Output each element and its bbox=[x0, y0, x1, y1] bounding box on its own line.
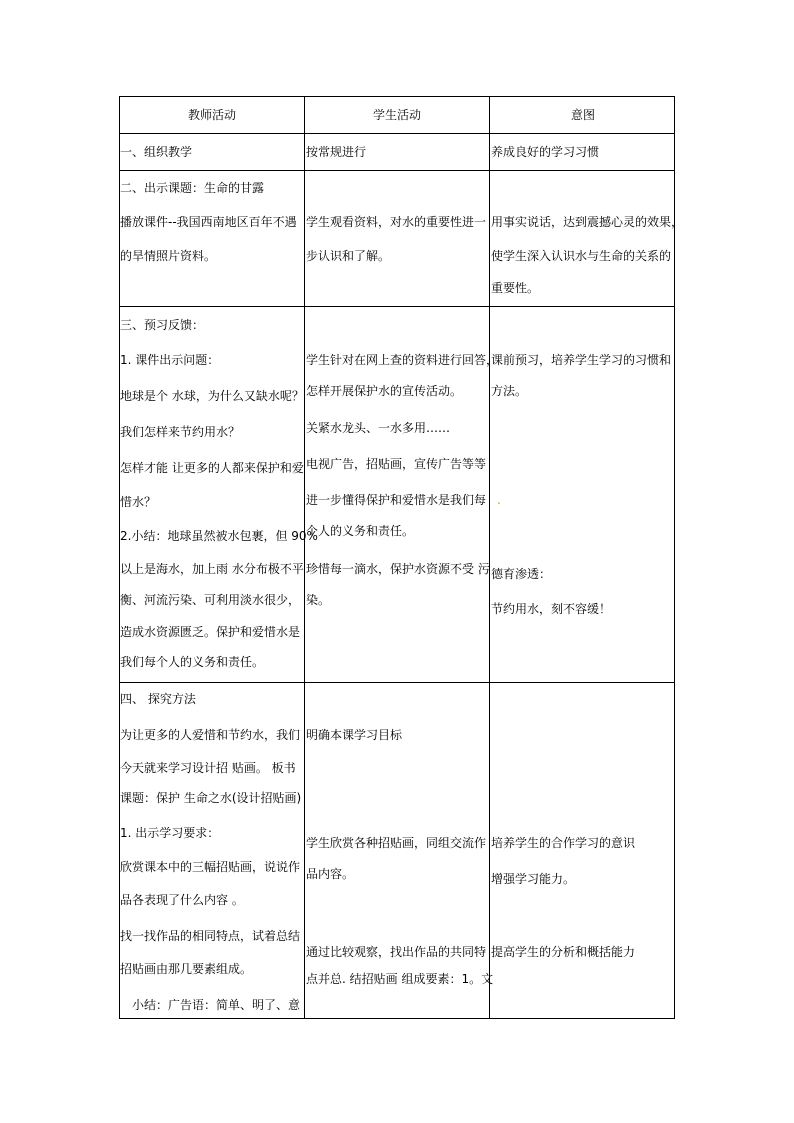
row2-student-line: 学生观看资料，对水的重要性进一 bbox=[306, 215, 487, 229]
row4-student-line: 点并总. 结招贴画 组成要素：1。文 bbox=[306, 972, 494, 986]
row-divider bbox=[120, 170, 674, 171]
row-divider bbox=[120, 133, 674, 134]
row3-teacher-line: 1. 课件出示问题： bbox=[120, 353, 220, 367]
row3-student-line: 染。 bbox=[306, 593, 331, 607]
row4-student-line: 通过比较观察，找出作品的共同特 bbox=[306, 945, 487, 959]
row3-teacher-line: 2.小结：地球虽然被水包裹，但 90% bbox=[120, 529, 318, 543]
row3-student-line: 电视广告，招贴画，宣传广告等等 bbox=[306, 457, 487, 471]
row2-teacher-line: 播放课件--我国西南地区百年不遇 bbox=[120, 215, 297, 229]
row3-intent-line: 节约用水，刻不容缓！ bbox=[491, 602, 612, 616]
row3-student-line: 进一步懂得保护和爱惜水是我们每 bbox=[306, 493, 487, 507]
row4-student-line: 品内容。 bbox=[306, 867, 355, 881]
column-divider bbox=[489, 97, 490, 1018]
row4-teacher-line: 招贴画由那几要素组成。 bbox=[120, 962, 253, 976]
row2-student-line: 步认识和了解。 bbox=[306, 249, 391, 263]
row2-intent-line: 重要性。 bbox=[491, 281, 540, 295]
stray-mark: . bbox=[497, 493, 501, 507]
row4-intent-line: 培养学生的合作学习的意识 bbox=[491, 836, 636, 850]
row4-teacher-line: 找一找作品的相同特点，试着总结 bbox=[120, 929, 301, 943]
header-intent: 意图 bbox=[570, 108, 595, 122]
row3-teacher-line: 我们怎样来节约用水？ bbox=[120, 425, 241, 439]
row2-intent-line: 使学生深入认识水与生命的关系的 bbox=[491, 249, 672, 263]
row2-teacher-line: 的旱情照片资料。 bbox=[120, 249, 217, 263]
row3-teacher-line: 我们每个人的义务和责任。 bbox=[120, 655, 265, 669]
row2-teacher-line: 二、出示课题：生命的甘露 bbox=[120, 181, 265, 195]
row3-teacher-line: 怎样才能 让更多的人都来保护和爱 bbox=[120, 461, 304, 475]
row3-student-line: 怎样开展保护水的宣传活动。 bbox=[306, 384, 463, 398]
row3-intent-line: 方法。 bbox=[491, 384, 528, 398]
row3-teacher-line: 造成水资源匮乏。保护和爱惜水是 bbox=[120, 625, 301, 639]
row-divider bbox=[120, 682, 674, 683]
row4-intent-line: 提高学生的分析和概括能力 bbox=[491, 945, 636, 959]
row3-student-line: 关紧水龙头、一水多用…… bbox=[306, 421, 451, 435]
row1-intent: 养成良好的学习习惯 bbox=[491, 145, 600, 159]
row3-student-line: 学生针对在网上查的资料进行回答， bbox=[306, 353, 499, 367]
row-divider bbox=[120, 306, 674, 307]
row3-teacher-line: 三、预习反馈： bbox=[120, 318, 205, 332]
row4-student-line: 明确本课学习目标 bbox=[306, 728, 403, 742]
row4-teacher-line: 课题：保护 生命之水(设计招贴画) bbox=[120, 791, 302, 805]
row3-teacher-line: 惜水？ bbox=[120, 495, 157, 509]
row4-teacher-line: 品各表现了什么内容 。 bbox=[120, 893, 244, 907]
row3-intent-line: 课前预习，培养学生学习的习惯和 bbox=[491, 353, 672, 367]
row4-teacher-line: 今天就来学习设计招 贴画。 板书 bbox=[120, 761, 296, 775]
row1-teacher: 一、组织教学 bbox=[120, 145, 193, 159]
row3-teacher-line: 地球是个 水球，为什么又缺水呢？ bbox=[120, 389, 304, 403]
row4-teacher-line: 小结：广告语：简单、明了、意 bbox=[120, 998, 301, 1012]
row3-student-line: 珍惜每一滴水，保护水资源不受 污 bbox=[306, 562, 490, 576]
header-teacher-activity: 教师活动 bbox=[187, 108, 236, 122]
row4-student-line: 学生欣赏各种招贴画，同组交流作 bbox=[306, 836, 487, 850]
row3-intent-line: 德育渗透： bbox=[491, 567, 552, 581]
lesson-plan-table bbox=[119, 96, 684, 1019]
column-divider bbox=[304, 97, 305, 1018]
header-student-activity: 学生活动 bbox=[372, 108, 421, 122]
row3-student-line: 个人的义务和责任。 bbox=[306, 524, 415, 538]
row4-intent-line: 增强学习能力。 bbox=[491, 872, 576, 886]
row1-student: 按常规进行 bbox=[306, 145, 367, 159]
row4-teacher-line: 为让更多的人爱惜和节约水，我们 bbox=[120, 728, 301, 742]
row2-intent-line: 用事实说话，达到震撼心灵的效果， bbox=[491, 215, 684, 229]
row3-teacher-line: 以上是海水，加上雨 水分布极不平 bbox=[120, 562, 304, 576]
row4-teacher-line: 欣赏课本中的三幅招贴画，说说作 bbox=[120, 860, 301, 874]
row3-teacher-line: 衡、河流污染、可利用淡水很少， bbox=[120, 593, 301, 607]
row4-teacher-line: 1. 出示学习要求： bbox=[120, 826, 220, 840]
row4-teacher-line: 四、 探究方法 bbox=[120, 692, 196, 706]
